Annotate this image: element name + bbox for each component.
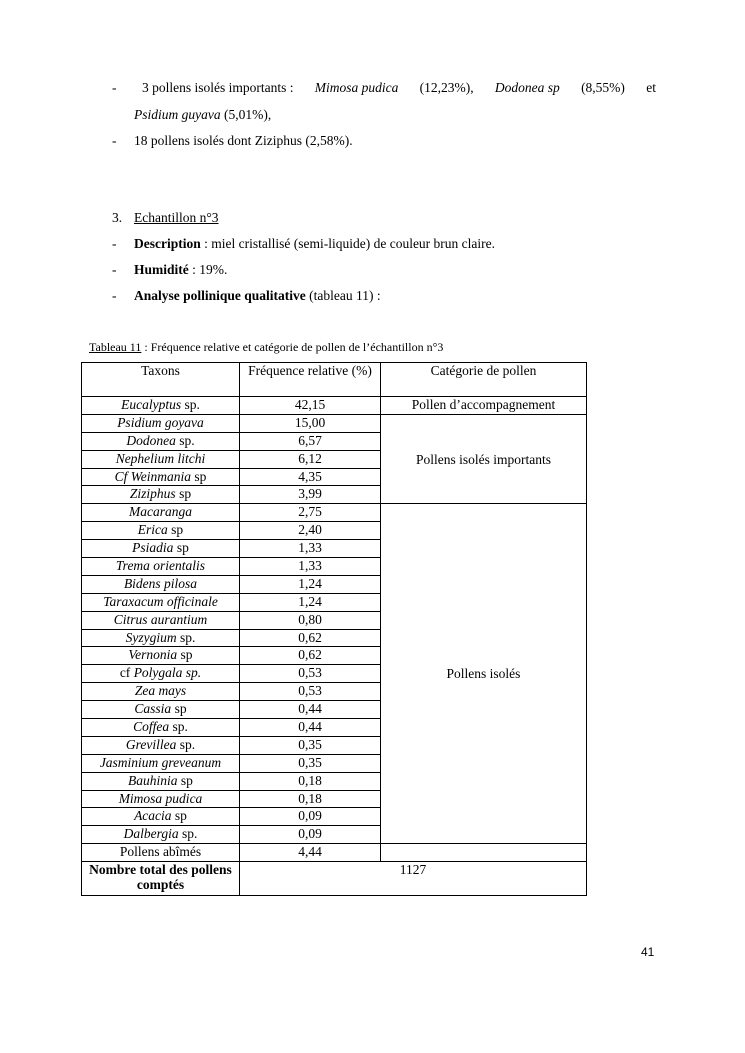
- frequency-cell: 0,53: [240, 665, 381, 683]
- taxon-cell: [82, 468, 240, 486]
- taxon-name: Mimosa pudica: [118, 790, 203, 806]
- taxon-cell: [82, 629, 240, 647]
- species-dodonea: Dodonea sp: [494, 80, 560, 95]
- frequency-cell: 0,09: [240, 808, 381, 826]
- taxon-suffix: sp.: [169, 719, 188, 735]
- damaged-label: Pollens abîmés: [82, 844, 240, 862]
- taxon-suffix: sp: [173, 540, 189, 556]
- taxon-suffix: sp: [171, 701, 187, 717]
- humidity-text: : 19%.: [188, 262, 228, 277]
- taxon-name: Psidium goyava: [117, 414, 204, 430]
- taxon-suffix: sp: [177, 647, 193, 663]
- total-label: [82, 862, 240, 896]
- analysis-label: Analyse pollinique qualitative: [134, 288, 306, 303]
- taxon-prefix: cf: [119, 665, 134, 681]
- taxon-cell: [82, 701, 240, 719]
- taxon-name: Zea mays: [134, 683, 187, 699]
- taxon-name: Coffea: [133, 719, 170, 735]
- frequency-cell: 2,40: [240, 522, 381, 540]
- frequency-cell: 0,18: [240, 772, 381, 790]
- taxon-cell: [82, 611, 240, 629]
- header-category: Catégorie de pollen: [381, 363, 587, 397]
- taxon-cell: [82, 593, 240, 611]
- total-label-text: Nombre total des pollens comptés: [89, 862, 232, 893]
- taxon-name: Polygala sp.: [133, 665, 202, 681]
- category-isolated: Pollens isolés: [381, 504, 587, 844]
- taxon-name: Grevillea: [125, 736, 177, 752]
- frequency-cell: 0,44: [240, 719, 381, 737]
- taxon-name: Jasminium greveanum: [99, 754, 222, 770]
- intro-prefix: 3 pollens isolés importants :: [142, 80, 294, 95]
- taxon-name: Bidens pilosa: [123, 575, 198, 591]
- taxon-suffix: sp.: [176, 629, 196, 645]
- value-dodonea: (8,55%): [581, 80, 625, 95]
- taxon-name: Cf Weinmania: [114, 468, 191, 484]
- taxon-name: Taraxacum officinale: [103, 593, 218, 609]
- analysis-text: (tableau 11) :: [305, 288, 381, 303]
- frequency-cell: 1,24: [240, 575, 381, 593]
- frequency-cell: 6,12: [240, 450, 381, 468]
- taxon-name: Vernonia: [128, 647, 178, 663]
- taxon-name: Macaranga: [129, 504, 192, 520]
- humidity-item: [134, 262, 227, 278]
- taxon-suffix: sp: [167, 522, 184, 538]
- taxon-cell: [82, 397, 240, 415]
- taxon-cell: [82, 647, 240, 665]
- bullet-dash: -: [112, 133, 117, 148]
- bullet-dash: -: [112, 80, 117, 95]
- frequency-cell: 42,15: [240, 397, 381, 415]
- taxon-suffix: sp.: [178, 826, 198, 842]
- frequency-cell: 1,24: [240, 593, 381, 611]
- intro-line-1: [134, 80, 656, 96]
- frequency-cell: 3,99: [240, 486, 381, 504]
- description-text: : miel cristallisé (semi-liquide) de couleur brun claire.: [200, 236, 496, 251]
- taxon-cell: [82, 558, 240, 576]
- taxon-name: Acacia: [134, 808, 172, 824]
- section-title: Echantillon n°3: [134, 210, 219, 225]
- frequency-cell: 0,62: [240, 629, 381, 647]
- table-row: [82, 397, 587, 415]
- frequency-cell: 0,44: [240, 701, 381, 719]
- taxon-cell: [82, 736, 240, 754]
- total-value: 1127: [240, 862, 587, 896]
- taxon-cell: [82, 754, 240, 772]
- taxon-suffix: sp.: [175, 432, 195, 448]
- frequency-cell: 0,18: [240, 790, 381, 808]
- taxon-name: Psiadia: [132, 540, 174, 556]
- taxon-suffix: sp: [191, 468, 207, 484]
- species-psidium: Psidium guyava: [134, 107, 221, 122]
- taxon-cell: [82, 522, 240, 540]
- taxon-name: Dodonea: [126, 432, 176, 448]
- taxon-cell: [82, 414, 240, 432]
- taxon-cell: [82, 432, 240, 450]
- taxon-name: Erica: [137, 522, 168, 538]
- taxon-name: Trema orientalis: [115, 558, 206, 574]
- taxon-suffix: sp: [175, 486, 192, 502]
- taxon-name: Bauhinia: [128, 772, 178, 788]
- table-header-row: [82, 363, 587, 397]
- humidity-label: Humidité: [134, 262, 189, 277]
- intro-line-2: 18 pollens isolés dont Ziziphus (2,58%).: [134, 133, 353, 148]
- damaged-category: [381, 844, 587, 862]
- category-important-isolated: Pollens isolés importants: [381, 414, 587, 503]
- taxon-cell: [82, 450, 240, 468]
- taxon-name: Syzygium: [125, 629, 177, 645]
- taxon-name: Nephelium litchi: [115, 450, 206, 466]
- frequency-cell: 1,33: [240, 540, 381, 558]
- bullet-dash: -: [112, 262, 117, 277]
- caption-label: Tableau 11: [89, 340, 142, 354]
- value-mimosa: (12,23%),: [419, 80, 474, 95]
- taxon-cell: [82, 486, 240, 504]
- analysis-item: [134, 288, 381, 304]
- caption-text: : Fréquence relative et catégorie de pollen de l’échantillon n°3: [141, 340, 444, 354]
- header-taxa: Taxons: [82, 363, 240, 397]
- taxon-cell: [82, 683, 240, 701]
- taxon-name: Eucalyptus: [121, 397, 182, 412]
- taxon-cell: [82, 540, 240, 558]
- taxon-cell: [82, 719, 240, 737]
- taxon-cell: [82, 504, 240, 522]
- taxon-suffix: sp.: [181, 397, 200, 412]
- intro-line-1b: [134, 107, 271, 123]
- taxon-name: Cassia: [134, 701, 172, 717]
- taxon-name: Citrus aurantium: [113, 611, 208, 627]
- taxon-cell: [82, 790, 240, 808]
- frequency-cell: 2,75: [240, 504, 381, 522]
- value-psidium: (5,01%),: [224, 107, 272, 122]
- frequency-cell: 15,00: [240, 414, 381, 432]
- page-number: 41: [641, 945, 655, 959]
- taxon-suffix: sp: [177, 772, 193, 788]
- table-caption: [89, 340, 443, 355]
- species-mimosa: Mimosa pudica: [314, 80, 399, 95]
- description-item: [134, 236, 495, 252]
- damaged-row: [82, 844, 587, 862]
- taxon-cell: [82, 575, 240, 593]
- taxon-cell: [82, 772, 240, 790]
- frequency-cell: 0,62: [240, 647, 381, 665]
- conjunction: et: [646, 80, 656, 95]
- category-accompaniment: Pollen d’accompagnement: [381, 397, 587, 415]
- frequency-cell: 6,57: [240, 432, 381, 450]
- bullet-dash: -: [112, 236, 117, 251]
- taxon-cell: [82, 808, 240, 826]
- frequency-cell: 0,35: [240, 736, 381, 754]
- frequency-cell: 0,35: [240, 754, 381, 772]
- frequency-cell: 0,53: [240, 683, 381, 701]
- damaged-frequency: 4,44: [240, 844, 381, 862]
- taxon-suffix: sp: [171, 808, 187, 824]
- total-row: [82, 862, 587, 896]
- pollen-table: [81, 362, 587, 896]
- taxon-cell: [82, 665, 240, 683]
- table-row: [82, 504, 587, 522]
- taxon-suffix: sp.: [176, 736, 196, 752]
- frequency-cell: 4,35: [240, 468, 381, 486]
- header-frequency: Fréquence relative (%): [240, 363, 381, 397]
- description-label: Description: [134, 236, 201, 251]
- section-number: 3.: [112, 210, 123, 225]
- taxon-name: Ziziphus: [129, 486, 176, 502]
- frequency-cell: 0,09: [240, 826, 381, 844]
- bullet-dash: -: [112, 288, 117, 303]
- table-row: [82, 414, 587, 432]
- taxon-cell: [82, 826, 240, 844]
- frequency-cell: 0,80: [240, 611, 381, 629]
- frequency-cell: 1,33: [240, 558, 381, 576]
- taxon-name: Dalbergia: [123, 826, 179, 842]
